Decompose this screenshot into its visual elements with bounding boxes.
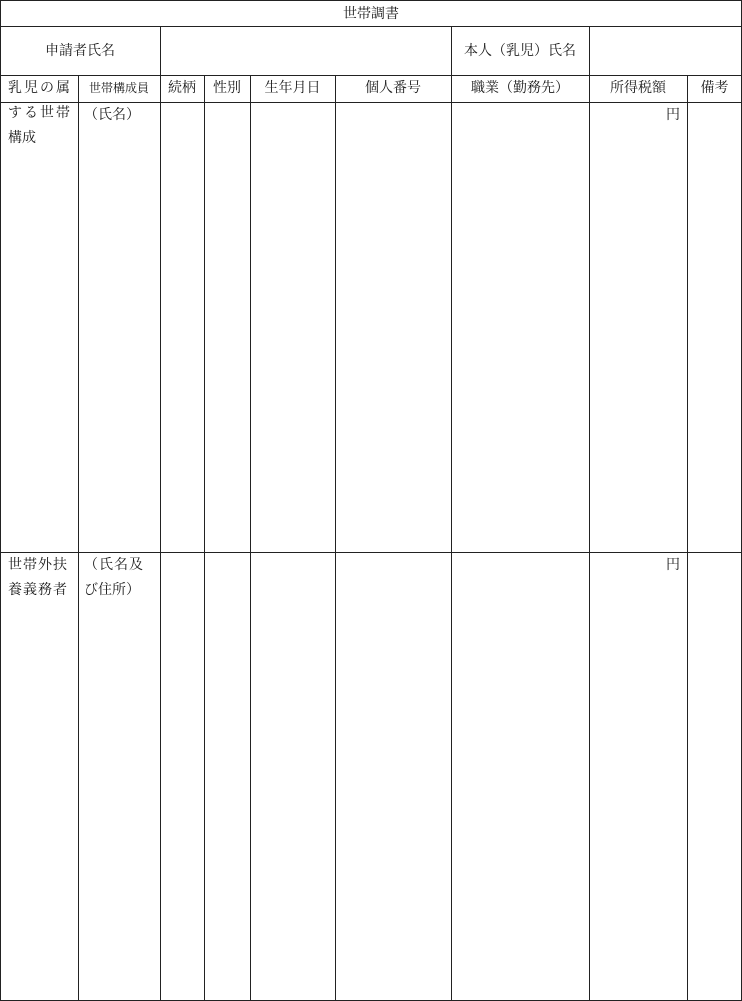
rule-applicant [0,75,742,76]
section-household-label-2: する世帯 [8,105,72,121]
header-personal-number: 個人番号 [365,80,421,96]
outside-sex-cell[interactable] [205,553,250,1000]
outside-tax-unit: 円 [666,557,680,573]
section-outside-label-1: 世帯外扶 [8,557,68,573]
border-left [0,0,1,1001]
header-occupation: 職業（勤務先） [471,80,569,96]
applicant-name-field[interactable] [161,27,451,75]
applicant-label: 申請者氏名 [45,43,115,59]
household-income-tax-cell[interactable] [590,103,687,552]
outside-name-note-1: （氏名及 [84,557,144,573]
outside-birthdate-cell[interactable] [251,553,335,1000]
outside-name-note-2: び住所） [84,582,140,598]
header-relation: 続柄 [168,80,196,96]
infant-label: 本人（乳児）氏名 [464,43,576,59]
household-tax-unit: 円 [666,107,680,123]
header-birthdate: 生年月日 [264,80,321,96]
header-member: 世帯構成員 [88,81,149,95]
household-name-note: （氏名） [84,107,140,123]
household-personal-number-cell[interactable] [336,103,451,552]
household-remarks-cell[interactable] [688,103,741,552]
outside-relation-cell[interactable] [161,553,204,1000]
infant-name-field[interactable] [590,27,741,75]
header-remarks: 備考 [700,80,729,96]
household-birthdate-cell[interactable] [251,103,335,552]
outside-occupation-cell[interactable] [452,553,589,1000]
outside-personal-number-cell[interactable] [336,553,451,1000]
household-occupation-cell[interactable] [452,103,589,552]
outside-member-name-cell[interactable] [79,553,160,1000]
section-household-label-1: 乳児の属 [8,80,72,96]
form-title: 世帯調書 [343,6,399,22]
header-sex: 性別 [213,80,241,96]
section-household-label-3: 構成 [8,130,36,146]
outside-income-tax-cell[interactable] [590,553,687,1000]
section-outside-label-2: 養義務者 [8,582,68,598]
header-income-tax: 所得税額 [610,80,666,96]
household-member-name-cell[interactable] [79,103,160,552]
household-sex-cell[interactable] [205,103,250,552]
border-top [0,0,742,1]
outside-remarks-cell[interactable] [688,553,741,1000]
household-relation-cell[interactable] [161,103,204,552]
